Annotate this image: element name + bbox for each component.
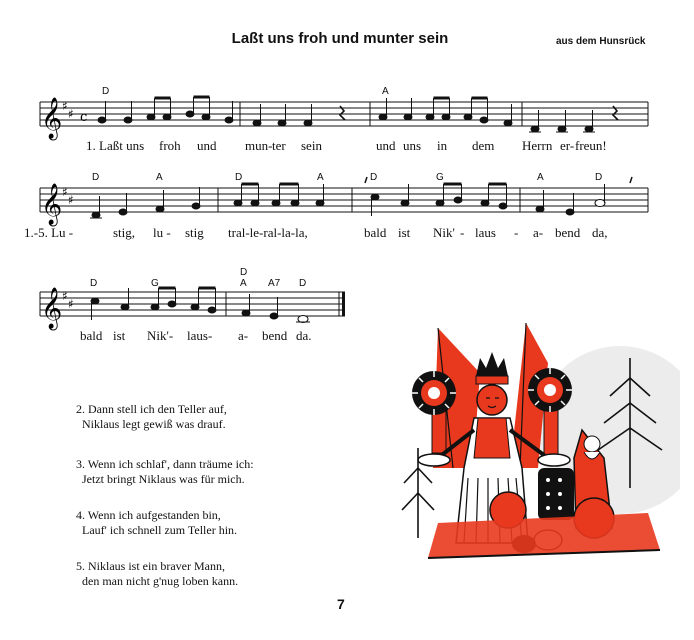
verse-line: 3. Wenn ich schlaf', dann träume ich: (76, 457, 254, 471)
lyric: - (514, 225, 519, 240)
lyric: Herrn (522, 138, 553, 153)
lyric: und (376, 138, 396, 153)
chord-label: D (102, 86, 110, 97)
breath-mark-icon (630, 177, 632, 183)
verse-line: 4. Wenn ich aufgestanden bin, (76, 508, 221, 522)
lyric: Nik' (433, 225, 455, 240)
song-origin: aus dem Hunsrück (556, 36, 646, 47)
chord-label: D (299, 278, 307, 289)
lyric: mun- (245, 138, 273, 153)
sharp-icon: ♯ (68, 297, 74, 311)
chord-label: D (595, 172, 603, 183)
chord-label: D (240, 267, 248, 278)
treble-clef-icon: 𝄞 (41, 288, 63, 329)
verse-line: Jetzt bringt Niklaus was für mich. (82, 472, 245, 486)
treble-clef-icon: 𝄞 (41, 98, 63, 139)
chord-label: D (90, 278, 98, 289)
chord-label: A (537, 172, 544, 183)
lyric: a- (238, 328, 249, 343)
chord-label: D (370, 172, 378, 183)
sharp-icon: ♯ (62, 185, 68, 199)
staff-system-2 (0, 178, 694, 238)
verse-line: Niklaus legt gewiß was drauf. (82, 417, 226, 431)
lyric: lu - (153, 225, 171, 240)
lyric: 1.-5. Lu - (24, 225, 74, 240)
lyric: und (197, 138, 217, 153)
candle-flame-icon (528, 368, 572, 412)
chord-label: D (92, 172, 100, 183)
chord-label: A7 (268, 278, 281, 289)
page-number: 7 (337, 596, 345, 612)
lyric: da. (296, 328, 312, 343)
chord-label: A (317, 172, 324, 183)
sharp-icon: ♯ (68, 107, 74, 121)
common-time-icon: c (80, 110, 88, 125)
lyric: Nik'- (147, 328, 174, 343)
lyric: tral-le-ral-la-la, (228, 225, 308, 240)
lyric: in (437, 138, 448, 153)
lyric: da, (592, 225, 608, 240)
verse-3 (76, 457, 254, 487)
lyric: bald (80, 328, 103, 343)
lyric: ter (272, 138, 286, 153)
verse-5 (76, 559, 238, 589)
lyric: uns (403, 138, 422, 153)
lyric: a- (533, 225, 544, 240)
lyric: er- (560, 138, 575, 153)
sharp-icon: ♯ (62, 99, 68, 113)
lyric: 1. Laßt uns (86, 138, 145, 153)
chord-label: D (235, 172, 243, 183)
breath-mark-icon (365, 177, 367, 183)
lyric: - (460, 225, 465, 240)
chord-label: G (436, 172, 444, 183)
lyric: ist (398, 225, 411, 240)
lyric: bend (262, 328, 288, 343)
chord-label: A (382, 86, 389, 97)
verse-line: Lauf' ich schnell zum Teller hin. (82, 523, 238, 537)
chord-label: G (151, 278, 159, 289)
lyric: sein (301, 138, 322, 153)
sharp-icon: ♯ (62, 289, 68, 303)
lyric: bald (364, 225, 387, 240)
lyric: laus (475, 225, 496, 240)
sharp-icon: ♯ (68, 193, 74, 207)
verse-4 (76, 508, 237, 538)
chord-label: A (156, 172, 163, 183)
lyric: freun! (575, 138, 607, 153)
chord-label: A (240, 278, 247, 289)
lyric: stig, (113, 225, 136, 240)
lyric: ist (113, 328, 126, 343)
lyric: froh (159, 138, 181, 153)
lyric: laus- (187, 328, 213, 343)
treble-clef-icon: 𝄞 (41, 184, 63, 225)
verse-line: 2. Dann stell ich den Teller auf, (76, 402, 227, 416)
lyric: dem (472, 138, 495, 153)
verse-line: den man nicht g'nug loben kann. (82, 574, 239, 588)
verse-2 (76, 402, 227, 432)
nikolaus-illustration (398, 318, 680, 568)
song-title: Laßt uns froh und munter sein (231, 30, 449, 47)
candle-flame-icon (412, 371, 456, 415)
lyric: stig (185, 225, 204, 240)
lyric: bend (555, 225, 581, 240)
verse-line: 5. Niklaus ist ein braver Mann, (76, 559, 225, 573)
